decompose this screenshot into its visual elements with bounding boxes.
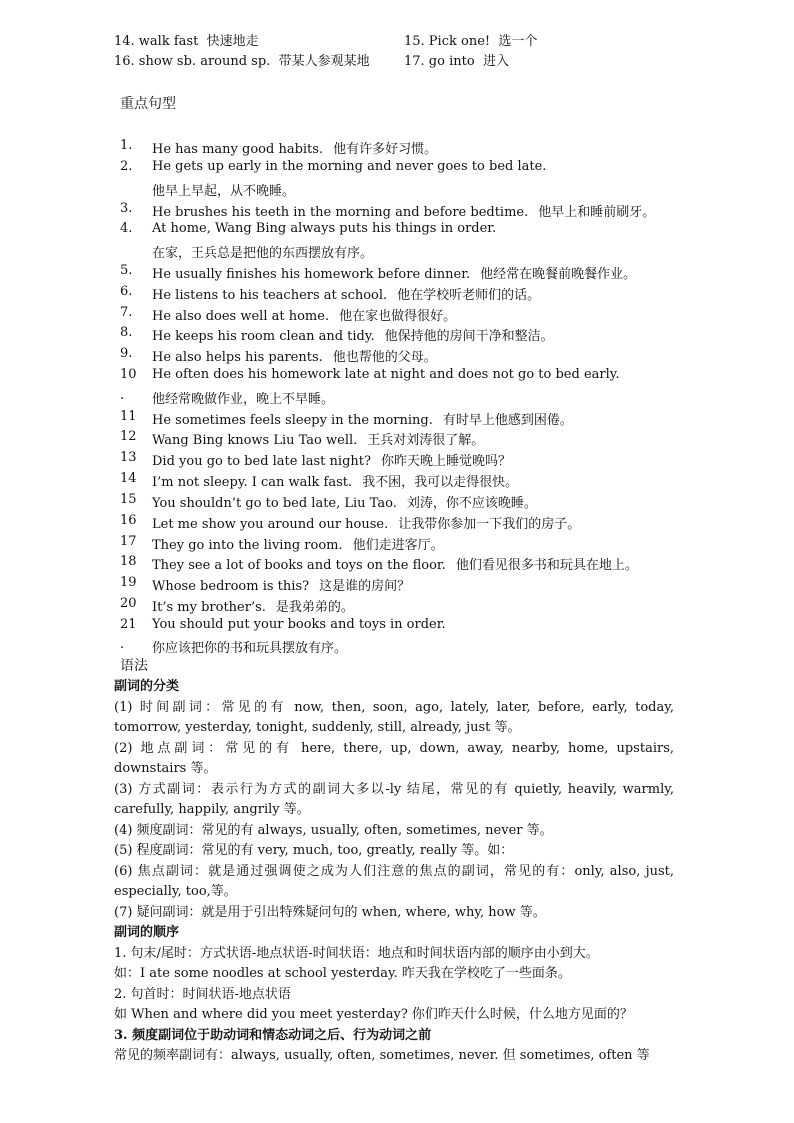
vocab-zh: 带某人参观某地 (278, 54, 370, 69)
sentence-zh: 他们走进客厅。 (352, 538, 444, 553)
sentence-number-dot: . (120, 388, 125, 403)
sentence-number: 13 (120, 450, 137, 465)
vocab-en: 14. walk fast (114, 34, 199, 49)
sentence-number: 7. (120, 305, 133, 320)
sentence-line (152, 305, 456, 324)
sentence-en: At home, Wang Bing always puts his things in order. (152, 221, 497, 236)
sentence-en: Let me show you around our house. (152, 517, 389, 532)
grammar-paragraph: (1) 时间副词：常见的有 now, then, soon, ago, lately, later, before, early, today, tomorrow, yesterday, tonight, suddenly, still, already, just 等。 (114, 699, 674, 735)
sentence-zh: 你昨天晚上睡觉晚吗？ (380, 454, 511, 469)
grammar-heading: 副词的分类 (114, 679, 180, 694)
sentence-en: He also helps his parents. (152, 350, 323, 365)
sentence-en: He usually finishes his homework before dinner. (152, 267, 471, 282)
sentence-line (152, 471, 518, 490)
sentence-zh: 他早上和睡前刷牙。 (538, 205, 656, 220)
sentence-zh: 让我带你参加一下我们的房子。 (398, 517, 581, 532)
sentence-number: 1. (120, 138, 133, 153)
sentence-number-dot: . (120, 637, 125, 652)
sentence-line (152, 554, 638, 573)
sentence-line (152, 534, 444, 553)
grammar-heading: 3. 频度副词位于助动词和情态动词之后、行为动词之前 (114, 1027, 432, 1043)
sentence-zh: 在家，王兵总是把他的东西摆放有序。 (152, 246, 374, 261)
sentence-number: 16 (120, 513, 137, 528)
vocab-item (114, 34, 259, 50)
sentence-zh: 是我弟弟的。 (275, 600, 354, 615)
sentence-number: 6. (120, 284, 133, 299)
sentence-zh: 他也帮他的父母。 (332, 350, 437, 365)
sentence-zh: 他有许多好习惯。 (333, 142, 438, 157)
sentence-en: Whose bedroom is this? (152, 579, 310, 594)
sentence-en: You should put your books and toys in order. (152, 617, 446, 632)
sentence-number: 21 (120, 617, 137, 632)
grammar-paragraph: 1. 句末/尾时：方式状语-地点状语-时间状语：地点和时间状语内部的顺序由小到大。 (114, 945, 599, 961)
sentence-number: 3. (120, 201, 133, 216)
sentence-line (152, 367, 630, 382)
sentence-en: Did you go to bed late last night? (152, 454, 371, 469)
vocab-zh: 选一个 (498, 34, 538, 49)
sentence-en: He gets up early in the morning and never goes to bed late. (152, 159, 547, 174)
sentence-number: 4. (120, 221, 133, 236)
sentence-line (152, 492, 537, 511)
sentence-en: They see a lot of books and toys on the floor. (152, 558, 446, 573)
vocab-item (114, 54, 370, 70)
sentence-en: He brushes his teeth in the morning and before bedtime. (152, 205, 529, 220)
grammar-block (114, 677, 674, 1067)
sentence-number: 9. (120, 346, 133, 361)
sentence-number: 19 (120, 575, 137, 590)
sentence-en: He has many good habits. (152, 142, 324, 157)
sentence-line (152, 159, 556, 174)
sentence-en: He keeps his room clean and tidy. (152, 329, 375, 344)
sentence-en: It’s my brother’s. (152, 600, 266, 615)
sentence-zh: 他经常晚做作业，晚上不早睡。 (152, 392, 335, 407)
sentence-en: He listens to his teachers at school. (152, 288, 388, 303)
sentence-number: 15 (120, 492, 137, 507)
sentence-zh: 你应该把你的书和玩具摆放有序。 (152, 641, 348, 656)
sentence-line (152, 138, 437, 157)
sentence-zh: 他经常在晚餐前晚餐作业。 (480, 267, 637, 282)
sentence-line (152, 325, 554, 344)
sentence-en: They go into the living room. (152, 538, 343, 553)
vocab-zh: 快速地走 (206, 34, 259, 49)
sentence-zh: 我不困，我可以走得很快。 (362, 475, 519, 490)
grammar-paragraph: (5) 程度副词：常见的有 very, much, too, greatly, really 等。如： (114, 843, 514, 858)
vocab-item (404, 54, 509, 70)
sentence-line (152, 201, 655, 220)
grammar-paragraph: (7) 疑问副词：就是用于引出特殊疑问句的 when, where, why, how 等。 (114, 904, 546, 920)
grammar-paragraph: 如 When and where did you meet yesterday? 你们昨天什么时候，什么地方见面的？ (114, 1007, 633, 1022)
sentence-line (152, 221, 506, 236)
grammar-paragraph: (3) 方式副词：表示行为方式的副词大多以-ly 结尾，常见的有 quietly, heavily, warmly, carefully, happily, angrily 等。 (114, 781, 674, 817)
sentence-line (152, 346, 437, 365)
sentence-number: 8. (120, 325, 133, 340)
grammar-paragraph: 如：I ate some noodles at school yesterday. 昨天我在学校吃了一些面条。 (114, 966, 571, 981)
sentence-number: 17 (120, 534, 137, 549)
sentence-number: 5. (120, 263, 133, 278)
sentence-line (152, 409, 573, 428)
grammar-paragraph: (6) 焦点副词：就是通过强调使之成为人们注意的焦点的副词，常见的有：only, also, just, especially, too,等。 (114, 863, 674, 899)
section-heading-grammar: 语法 (120, 658, 148, 674)
sentence-en: He sometimes feels sleepy in the morning. (152, 413, 433, 428)
grammar-paragraph: 常见的频率副词有：always, usually, often, sometimes, never. 但 sometimes, often 等 (114, 1048, 650, 1063)
sentence-zh: 他保持他的房间干净和整洁。 (384, 329, 554, 344)
sentence-number: 20 (120, 596, 137, 611)
sentence-line (152, 513, 580, 532)
sentence-en: He also does well at home. (152, 309, 330, 324)
sentence-zh: 王兵对刘涛很了解。 (367, 433, 485, 448)
vocab-zh: 进入 (482, 54, 509, 69)
vocab-en: 15. Pick one! (404, 34, 491, 49)
vocab-item (404, 34, 537, 50)
grammar-paragraph: (4) 频度副词：常见的有 always, usually, often, sometimes, never 等。 (114, 822, 553, 838)
sentence-line (152, 263, 636, 282)
sentence-line (152, 617, 456, 632)
sentence-zh: 有时早上他感到困倦。 (442, 413, 573, 428)
sentence-line (152, 450, 511, 469)
sentence-zh: 他早上早起，从不晚睡。 (152, 184, 296, 199)
sentence-number: 10 (120, 367, 137, 382)
sentence-line (152, 596, 354, 615)
sentence-zh: 他在家也做得很好。 (339, 309, 457, 324)
sentence-en: You shouldn’t go to bed late, Liu Tao. (152, 496, 397, 511)
vocab-en: 16. show sb. around sp. (114, 54, 271, 69)
sentence-number: 18 (120, 554, 137, 569)
vocab-en: 17. go into (404, 54, 475, 69)
sentence-zh: 他们看见很多书和玩具在地上。 (455, 558, 638, 573)
sentence-en: He often does his homework late at night and does not go to bed early. (152, 367, 620, 382)
sentence-zh: 这是谁的房间？ (319, 579, 411, 594)
sentence-number: 12 (120, 429, 137, 444)
sentence-line (152, 575, 410, 594)
sentence-zh: 他在学校听老师们的话。 (397, 288, 541, 303)
sentence-number: 11 (120, 409, 137, 424)
sentence-line (152, 284, 540, 303)
sentence-number: 2. (120, 159, 133, 174)
sentence-number: 14 (120, 471, 137, 486)
sentence-zh: 刘涛，你不应该晚睡。 (406, 496, 537, 511)
grammar-heading: 副词的顺序 (114, 925, 180, 940)
grammar-paragraph: 2. 句首时：时间状语-地点状语 (114, 986, 291, 1002)
section-heading-sentences: 重点句型 (120, 96, 176, 112)
grammar-paragraph: (2) 地点副词：常见的有 here, there, up, down, away, nearby, home, upstairs, downstairs 等。 (114, 740, 674, 776)
sentence-en: I’m not sleepy. I can walk fast. (152, 475, 353, 490)
sentence-line (152, 429, 484, 448)
sentence-en: Wang Bing knows Liu Tao well. (152, 433, 358, 448)
